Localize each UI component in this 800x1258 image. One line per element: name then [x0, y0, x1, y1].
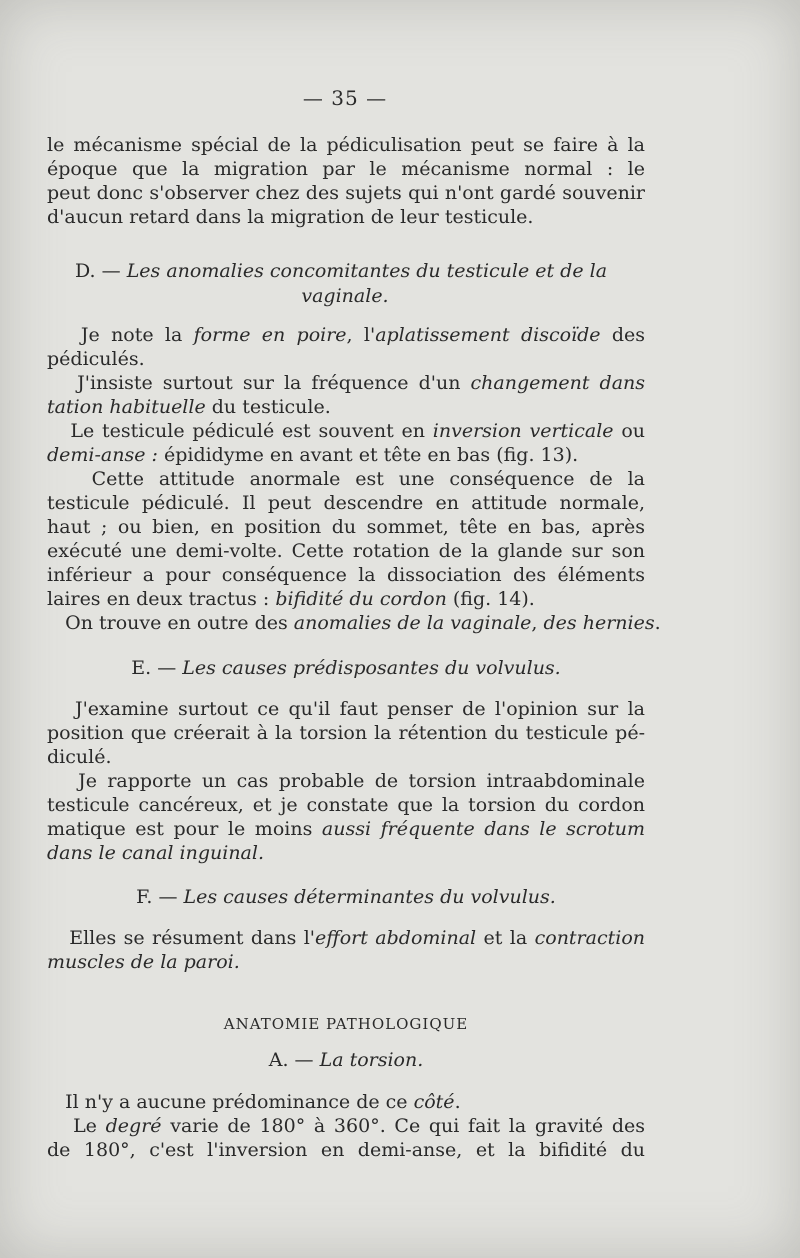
- section-a-body: [47, 1090, 645, 1162]
- text-line: position que créerait à la torsion la rétention du testicule pé-: [47, 722, 645, 744]
- text-line: demi-anse : épididyme en avant et tête en bas (fig. 13).: [47, 444, 579, 466]
- section-d-title-line1: Les anomalies concomitantes du testicule et de la: [126, 260, 608, 282]
- text-line: tation habituelle du testicule.: [47, 396, 331, 418]
- section-e-body: [47, 697, 645, 865]
- text-line: pédiculés.: [47, 348, 145, 370]
- text-line: On trouve en outre des anomalies de la vaginale, des hernies.: [65, 612, 661, 634]
- section-e-label: E. —: [131, 657, 177, 679]
- text-line: haut ; ou bien, en position du sommet, tête en bas, après: [47, 516, 645, 538]
- text-line: Le testicule pédiculé est souvent en inversion verticale ou: [70, 420, 645, 442]
- text-line: exécuté une demi-volte. Cette rotation de la glande sur son: [47, 540, 645, 562]
- section-a-label: A. —: [268, 1049, 314, 1071]
- text-line: diculé.: [47, 746, 112, 768]
- text-line: dans le canal inguinal.: [47, 842, 264, 864]
- section-d-heading: [75, 259, 635, 283]
- text-line: de 180°, c'est l'inversion en demi-anse, et la bifidité du: [47, 1139, 645, 1161]
- chapter-heading: ANATOMIE PATHOLOGIQUE: [223, 1015, 469, 1033]
- text-line: testicule pédiculé. Il peut descendre en attitude normale,: [47, 492, 645, 514]
- text-line: Le degré varie de 180° à 360°. Ce qui fait la gravité des: [73, 1115, 645, 1137]
- text-line: peut donc s'observer chez des sujets qui n'ont gardé souvenir: [47, 182, 645, 204]
- section-e-title: Les causes prédisposantes du volvulus.: [182, 657, 561, 679]
- paragraph-intro: [47, 133, 645, 229]
- text-line: époque que la migration par le mécanisme normal : le: [47, 158, 645, 180]
- text-line: Cette attitude anormale est une conséquence de la: [91, 468, 645, 490]
- section-f-heading: [47, 885, 645, 909]
- section-a-heading: [47, 1048, 645, 1072]
- text-line: J'examine surtout ce qu'il faut penser de l'opinion sur la: [74, 698, 645, 720]
- text-line: Elles se résument dans l'effort abdominal et la contraction: [69, 927, 645, 949]
- section-f-title: Les causes déterminantes du volvulus.: [183, 886, 556, 908]
- section-f-label: F. —: [136, 886, 178, 908]
- text-line: Il n'y a aucune prédominance de ce côté.: [65, 1091, 461, 1113]
- section-a-title: La torsion.: [319, 1049, 424, 1071]
- text-line: le mécanisme spécial de la pédiculisation peut se faire à la: [47, 134, 645, 156]
- section-d-body: [47, 323, 661, 635]
- text-line: inférieur a pour conséquence la dissociation des éléments: [47, 564, 645, 586]
- text-line: Je rapporte un cas probable de torsion intraabdominale: [78, 770, 645, 792]
- text-line: d'aucun retard dans la migration de leur testicule.: [47, 206, 534, 228]
- text-line: Je note la forme en poire, l'aplatissement discoïde des: [80, 324, 645, 346]
- section-d-heading-cont: [47, 284, 643, 308]
- section-e-heading: [47, 656, 645, 680]
- text-line: J'insiste surtout sur la fréquence d'un changement dans: [77, 372, 645, 394]
- page-number: — 35 —: [302, 86, 388, 110]
- text-line: muscles de la paroi.: [47, 951, 240, 973]
- section-f-body: [47, 926, 645, 974]
- text-line: testicule cancéreux, et je constate que la torsion du cordon: [47, 794, 645, 816]
- text-line: matique est pour le moins aussi fréquente dans le scrotum: [47, 818, 645, 840]
- text-line: laires en deux tractus : bifidité du cordon (fig. 14).: [47, 588, 535, 610]
- section-d-title-line2: vaginale.: [301, 285, 389, 307]
- section-d-label: D. —: [75, 260, 121, 282]
